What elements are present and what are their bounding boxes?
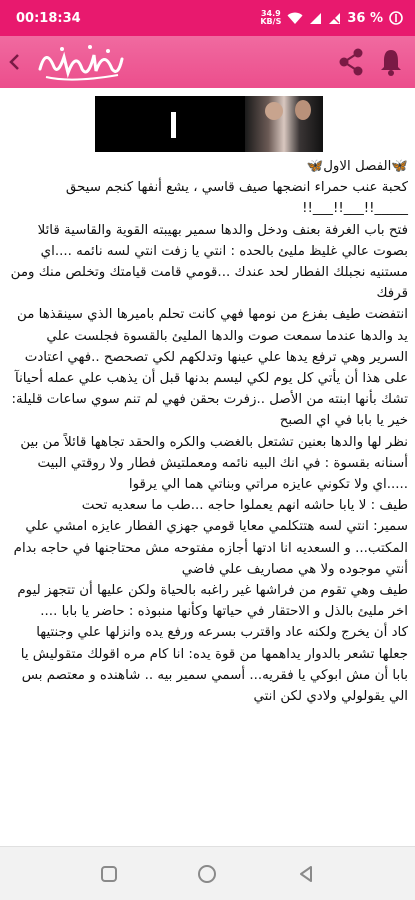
chapter-title: 🦋الفصل الاول🦋: [306, 159, 408, 174]
share-icon[interactable]: [331, 36, 371, 88]
story-paragraph: سمير: انتي لسه هتتكلمي معايا قومي جهزي الفطار عايزه امشي علي المكتب... و السعديه انا ادتها أجازه مفتوحه مش محتاجنها في حاجه بدام أنتي موجوده ولا هي مصاريف علي فاضي: [13, 519, 408, 577]
network-speed-value: 34.9: [260, 9, 281, 18]
status-bar: [0, 0, 415, 36]
story-paragraph: طيف : لا يابا حاشه انهم يعملوا حاجه ...طب ما سعديه تحت: [81, 498, 408, 514]
battery-icon: [389, 11, 403, 25]
app-logo[interactable]: [32, 39, 127, 85]
bell-icon[interactable]: [371, 36, 411, 88]
story-paragraph: فتح باب الغرفة بعنف ودخل والدها سمير بهيبته القوية والقاسية قائلا بصوت عالي غليظ مليئ بالحده : انتي يا زفت انتي لسه نائمه ....اي مستنيه نجبلك الفطار لحد عندك ...قومي قامت قيامتك وتخلص منك ومن قرفك: [10, 222, 408, 302]
banner-figure: [295, 100, 311, 120]
story-paragraph: طيف وهي تقوم من فراشها غير راغبه بالحياة ولكن عليها أن تتجهز ليوم اخر مليئ بالذل و الاحتقار في حياتها وكأنها منبوذه : حاضر يا بابا ....: [17, 583, 408, 620]
back-icon[interactable]: [286, 854, 326, 894]
story-paragraph: انتفضت طيف بفزع من نومها فهي كانت تحلم باميرها الذي سينقذها من يد والدها عندما سمعت صوت والدها المليئ بالقسوة فجلست علي السرير وهي ترفع يدها علي عينها وتدلكهم لكي تصحصح ..فهي اعتادت على هذا أن يأتي كل يوم لكي ليسم بدنها قبل أن يذهب علي عمله أحيانآ تشك بأنها ابنته من الأصل ..زفرت بحقن فهي لم تنم سوي ساعات قليلة: خير يا بابا في اي الصبح: [11, 307, 408, 429]
battery-percent: 36 %: [347, 10, 383, 26]
banner-figure: [265, 102, 283, 120]
story-paragraph: نظر لها والدها بعنين تشتعل بالغضب والكره والحقد تجاهها قائلاً من بين أسنانه بقسوة : في انك البيه نائمه ومعملتيش فطار ولا روقتي البيت .....اي ولا تكوني عايزه مراتي وبناتي هما الي يرقوا: [20, 434, 408, 493]
ad-banner[interactable]: [95, 96, 323, 152]
wifi-icon: [287, 12, 303, 25]
system-nav-bar: [0, 846, 415, 900]
reading-content[interactable]: [0, 88, 415, 846]
status-time: 00:18:34: [16, 10, 81, 26]
banner-bar: [171, 112, 176, 138]
story-paragraph: كحبة عنب حمراء انضجها صيف قاسي ، يشع أنفها كنجم سيحق _____!!___!!___!!: [65, 180, 408, 217]
network-speed-unit: KB/S: [260, 17, 282, 26]
story-paragraph: كاد أن يخرج ولكنه عاد واقترب بسرعه ورفع يده وانزلها علي وجنتيها جعلها تشعر بالدوار يداهمها من قوة يده: انا كام مره اقولك متقوليش يا بابا أن مش ابوكي يا فقريه... أسمي سمير بيه .. شاهنده و معتصم بس الي يقولولي ولادي لكن انتي: [20, 625, 408, 705]
status-icons: [260, 10, 403, 26]
chevron-left-icon[interactable]: [2, 36, 26, 88]
app-bar: [0, 36, 415, 88]
story-text: [8, 156, 408, 707]
signal-icon: [328, 12, 341, 25]
recent-apps-icon[interactable]: [89, 854, 129, 894]
banner-image: [245, 96, 323, 152]
home-icon[interactable]: [187, 854, 227, 894]
network-speed: [260, 10, 281, 26]
signal-icon: [309, 12, 322, 25]
